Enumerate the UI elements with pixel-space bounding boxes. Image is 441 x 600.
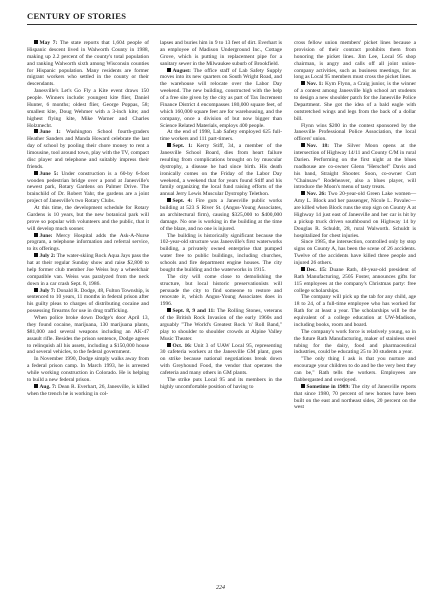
square-bullet-icon: [34, 171, 38, 175]
paragraph: [160, 40, 282, 68]
entry-text: Janesville's Let's Go Fly a Kite event draws 150 people. Winners include: youngest kite flier, Daniel Hunter, 6 months; oldest flier, George Poppas, 58; smallest kite, Doug Wehmer with a 3-inch kite; and highest flying kite, Mike Warner and Charles Holzmecht.: [27, 88, 149, 129]
square-bullet-icon: [167, 143, 171, 147]
square-bullet-icon: [301, 81, 305, 85]
entry-text: At this time, the development schedule for Rotary Gardens is 10 years, but the new botanical park will prove so popular with volunteers and the public, that it will develop much sooner.: [27, 205, 149, 232]
entry-date: Dec. 15:: [306, 266, 327, 273]
square-bullet-icon: [34, 129, 38, 133]
page-number: 224: [216, 585, 225, 591]
square-bullet-icon: [34, 40, 38, 44]
paragraph: [160, 308, 282, 342]
square-bullet-icon: [34, 233, 38, 237]
paragraph: [27, 315, 149, 356]
entry-date: Sometime in 1989:: [306, 383, 351, 390]
paragraph: [160, 68, 282, 130]
entry-text: The Rolling Stones, veterans of the British Rock Invasion of the early 1960s and arguably "The World's Greatest Rock 'n' Roll Band," play to shoulder to shoulder crowds at Alpine Valley Music Theater.: [160, 308, 283, 342]
paragraph: [27, 88, 149, 129]
paragraph: [160, 274, 282, 308]
paragraph: [294, 40, 416, 81]
entry-date: July 2:: [39, 253, 56, 260]
square-bullet-icon: [34, 384, 38, 388]
paragraph: [160, 377, 282, 391]
paragraph: [294, 123, 416, 144]
paragraph: [160, 143, 282, 198]
entry-date: Nov. 26:: [306, 191, 327, 198]
entry-date: August:: [172, 67, 191, 74]
paragraph: [27, 356, 149, 384]
entry-date: Aug. 7:: [39, 383, 57, 390]
paragraph: [294, 239, 416, 267]
entry-text: Duane Rath, 48-year-old president of Rath Manufacturing, 2505 Foster, announces gifts for 115 employees at the company's Christmas party: free college scholarships.: [294, 266, 416, 294]
entry-text: Since 1985, the intersection, controlled only by stop signs on County A, has been the scene of 26 accidents. Twelve of the accidents have killed three people and injured 26 others.: [294, 239, 416, 266]
paragraph: [27, 288, 149, 316]
entry-text: Fire guts a Janesville public works building at 523 S River St. (Angus-Young Associates, an architectural firm), causing $325,000 to $400,000 damage. No one is working in the building at the time of the blaze, and no one is injured.: [160, 198, 283, 232]
header-rule: [27, 24, 417, 25]
square-bullet-icon: [301, 143, 305, 147]
paragraph: [27, 129, 149, 170]
entry-date: Sept. 1:: [172, 143, 193, 150]
entry-date: May 7:: [39, 40, 58, 46]
entry-date: July 7:: [39, 287, 56, 294]
paragraph: [294, 267, 416, 295]
square-bullet-icon: [301, 267, 305, 271]
entry-text: The building is historically significant because the 102-year-old structure was Janesville's first waterworks building, a privately owned enterprise that pumped water free to public buildings, including churches, schools and fire department engine houses. The city bought the building and the waterworks in 1915.: [160, 232, 282, 273]
paragraph: [27, 233, 149, 254]
entry-text: Dean R. Everhart, 26, Janesville, is killed when the trench he is working in col-: [27, 383, 149, 397]
entry-text: The strike puts Local 95 and its members in the highly uncomfortable position of having to: [160, 376, 282, 390]
entry-text: Kerry Stiff, 34, a member of the Janesville School Board, dies from heart failure resulting from complications brought on by muscular dystrophy, a disease he had since birth. His death ironically comes on the Friday of the Labor Day weekend, a weekend that for years found Stiff and his family organizing the local fund raising efforts of the annual Jerry Lewis Muscular Dystrophy Telethon.: [160, 143, 283, 198]
paragraph: [27, 253, 149, 287]
square-bullet-icon: [34, 288, 38, 292]
entry-text: Kym Flynn, a Craig junior, is the winner of a contest among Janesville high school art students to design a new shoulder patch for the Janesville Police Department. She got the idea of a bald eagle with outstretched wings and legs from the back of a dollar bill.: [294, 81, 417, 122]
entry-text: Mercy Hospital adds the Ask-A-Nurse program, a telephone information and referral service, to its offerings.: [27, 232, 149, 253]
running-header: [27, 11, 417, 31]
paragraph: [294, 143, 416, 191]
entry-text: The city will come close to demolishing the structure, but local historic preservationists will persuade the city to find someone to restore and renovate it, which Angus-Young Associates does in 1996.: [160, 273, 282, 308]
entry-text: lapses and buries him in 9 to 13 feet of dirt. Everhart is an employee of Madison Underground Inc., Cottage Grove, which is putting in replacement pipe for a sanitary sewer in the Milwaukee suburb of Brookfield.: [160, 40, 282, 67]
paragraph: [27, 384, 149, 398]
entry-date: Oct. 16:: [172, 342, 192, 349]
entry-date: Nov. 1:: [306, 81, 324, 88]
entry-date: June 1:: [39, 129, 61, 136]
entry-text: The Silver Moon opens at the intersection of Highway 14/11 and County C/M in rural Darien. Performing on the first night at the blues roadhouse are co-owner Glenn "Herschel" Davis and his band, Straight Shooter. Soon, co-owner Curt "Chainsaw" Rodeheaver, also a blues player, will introduce the Moon's menu of tasty treats.: [294, 143, 416, 191]
entry-text: The city of Janesville reports that since 1980, 70 percent of new homes have been built on the east and northeast sides, 20 percent on the west: [294, 383, 416, 411]
paragraph: [294, 384, 416, 412]
entry-date: Nov. 18:: [306, 143, 330, 150]
entry-date: Sept. 8, 9 and 11:: [172, 308, 215, 315]
square-bullet-icon: [167, 68, 171, 72]
entry-text: At the end of 1998, Lab Safety employed 625 full-time workers and 111 part-timers.: [160, 129, 282, 143]
paragraph: [294, 81, 416, 122]
paragraph: [27, 205, 149, 233]
entry-text: When police broke down Dodge's door April 13, they found cocaine, marijuana, 130 marijuana plants, $81,000 and several weapons including an AK-47 assault rifle. Besides the prison sentence, Dodge agrees to relinquish all his assets, including a $150,000 house and several vehicles, to the federal government.: [27, 315, 149, 356]
entry-text: Under construction is a 60-by 6-foot wooden pedestrian bridge over a pond at Janesville's newest park, Rotary Gardens on Palmer Drive. The brainchild of Dr. Robert Yahr, the gardens are a joint project of Janesville's two Rotary Clubs.: [27, 170, 150, 205]
entry-text: "The only thing I ask is that you nurture and encourage your children to do and be the very best they can be," Rath tells the workers. Employees are flabbergasted and overjoyed.: [294, 356, 416, 383]
text-column-2: [160, 40, 282, 391]
entry-text: Donald R. Dodge, 48, Fulton Township, is sentenced to 10 years, 11 months in federal prison after his guilty pleas to charges of distributing cocaine and possessing firearms for use in drug trafficking.: [27, 287, 149, 315]
square-bullet-icon: [301, 191, 305, 195]
paragraph: [160, 129, 282, 143]
entry-text: cross fellow union members' picket lines because a provision of their contract prohibits them from honoring the picket lines. Jim Lee, Local 95 shop chairman, is angry and calls off all joint union-company activities, such as business meetings, for as long as Local 95 members must cross the picket lines.: [294, 40, 416, 81]
paragraph: [294, 329, 416, 357]
entry-text: Unit 3 of UAW Local 95, representing 30 cafeteria workers at the Janesville GM plant, goes on strike because national negotiations break down with Greyhound Food, the vendor that operates the cafeteria and many others in GM plants.: [160, 342, 283, 376]
paragraph: [294, 191, 416, 239]
paragraph: [160, 198, 282, 232]
entry-date: Sept. 4:: [172, 198, 193, 205]
text-column-3: [294, 40, 416, 411]
paragraph: [294, 356, 416, 384]
entry-text: Two 20-year-old Green Lake women—Amy L. Block and her passenger, Nicole L. Pavalec—are killed when Block runs the stop sign on County A at Highway 14 just east of Janesville and her car is hit by a pickup truck driven southbound on Highway 14 by Douglas R. Schuldt, 28, rural Walworth. Schuldt is hospitalized for chest injuries.: [294, 191, 417, 239]
entry-date: June:: [39, 232, 53, 239]
paragraph: [294, 294, 416, 328]
entry-text: The water-skiing Rock Aqua Jays pass the hat at their regular Sunday show and raise $2,800 to help former club member Joe Weiss buy a wheelchair compatible van. Weiss was paralyzed from the neck down in a car crash Sept. 8, 1986.: [27, 253, 149, 287]
entry-date: June 5:: [39, 170, 59, 177]
entry-text: The office staff of Lab Safety Supply moves into its new quarters on South Wright Road, and the warehouse will relocate over the Labor Day weekend. The new building, constructed with the help of a free site given by the city as part of Tax Increment Finance District 4 encompasses 180,000 square feet, of which 160,000 square feet are for warehousing, and the company, once a division of but now bigger than Science Related Materials, employs 400 people.: [160, 67, 282, 129]
square-bullet-icon: [167, 308, 171, 312]
header-title: CENTURY OF STORIES: [27, 11, 127, 21]
paragraph: [160, 343, 282, 377]
entry-text: The state reports that 1,604 people of Hispanic descent lived in Walworth County in 1988, making up 2.2 percent of the county's total population and ranking Walworth sixth among Wisconsin counties for Hispanic population. Many residents are former migrant workers who settled in the county or their descendants.: [27, 40, 149, 88]
paragraph: [27, 40, 149, 88]
square-bullet-icon: [301, 384, 305, 388]
square-bullet-icon: [167, 343, 171, 347]
text-column-1: [27, 40, 149, 398]
entry-text: The company will pick up the tab for any child, age 18 to 24, of a full-time employee who has worked for Rath for at least a year. The scholarships will be the equivalent of a college education at UW-Madison, including books, room and board.: [294, 294, 416, 328]
entry-text: In November 1990, Dodge simply walks away from a federal prison camp. In March 1993, he is arrested while working construction in Colorado. He is helping to build a new federal prison.: [27, 356, 149, 383]
entry-text: The company's work force is relatively young, so in the future Rath Manufacturing, maker of stainless steel tubing for the dairy, food and pharmaceutical industries, could be educating 25 to 30 students a year.: [294, 328, 416, 356]
paragraph: [27, 171, 149, 205]
paragraph: [160, 233, 282, 274]
entry-text: Flynn wins $200 in the contest sponsored by the Janesville Professional Police Association, the local officers' union.: [294, 122, 416, 143]
square-bullet-icon: [167, 198, 171, 202]
square-bullet-icon: [34, 253, 38, 257]
entry-text: Washington School fourth-graders Heather Sanders and Manda Howard celebrate the last day of school by pooling their chore money to rent a limousine, tool around town, play with the TV, compact disc player and telephone and suitably impress their friends.: [27, 129, 149, 170]
